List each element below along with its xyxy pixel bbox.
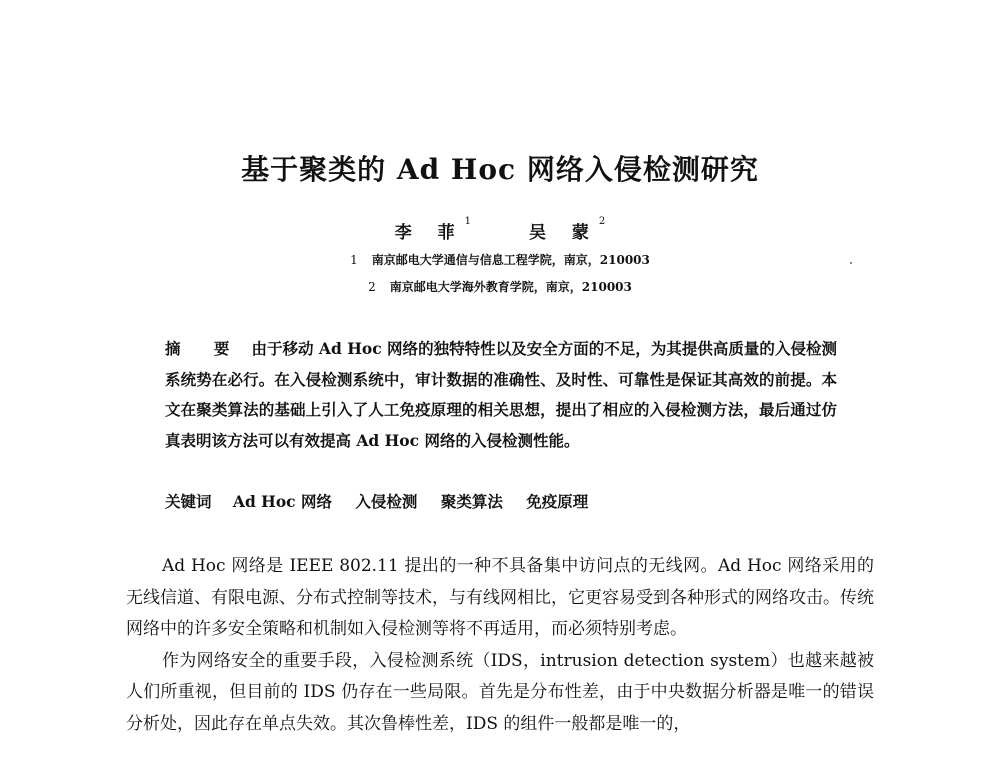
keyword-3: 聚类算法 xyxy=(440,492,503,511)
keyword-4: 免疫原理 xyxy=(526,492,589,511)
affiliation-1-number: 1 xyxy=(350,253,358,267)
author-1-affiliation-mark: 1 xyxy=(464,216,472,227)
author-2-affiliation-mark: 2 xyxy=(598,216,606,227)
abstract xyxy=(165,334,837,456)
keyword-2: 入侵检测 xyxy=(355,492,418,511)
affiliation-1 xyxy=(0,251,1000,268)
scan-speck xyxy=(850,262,852,264)
abstract-label: 摘 要 xyxy=(165,339,244,358)
keywords xyxy=(165,490,845,512)
body-paragraph-2: 作为网络安全的重要手段，入侵检测系统（IDS，intrusion detection system）也越来越被人们所重视，但目前的 IDS 仍存在一些局限。首先是分布性差，由于中央数据分析器是唯一的错误分析处，因此存在单点失效。其次鲁棒性差，IDS 的组件一般都是唯一的， xyxy=(126,650,874,734)
keyword-1: Ad Hoc 网络 xyxy=(232,492,332,511)
paper-title: 基于聚类的 Ad Hoc 网络入侵检测研究 xyxy=(241,153,759,186)
affiliation-2-number: 2 xyxy=(368,280,376,294)
author-1-name: 李 菲 xyxy=(394,223,465,243)
author-2-name: 吴 蒙 xyxy=(528,223,599,243)
keywords-label: 关键词 xyxy=(165,492,212,511)
body-paragraph-1: Ad Hoc 网络是 IEEE 802.11 提出的一种不具备集中访问点的无线网。Ad Hoc 网络采用的无线信道、有限电源、分布式控制等技术，与有线网相比，它更容易受到各种形式的网络攻击。传统网络中的许多安全策略和机制如入侵检测等将不再适用，而必须特别考虑。 xyxy=(126,556,874,639)
affiliation-2-text: 南京邮电大学海外教育学院，南京，210003 xyxy=(389,280,632,294)
author-1 xyxy=(395,218,471,243)
affiliation-1-text: 南京邮电大学通信与信息工程学院，南京，210003 xyxy=(371,253,650,267)
author-list xyxy=(0,218,1000,243)
affiliation-2 xyxy=(0,278,1000,295)
body-text xyxy=(126,551,874,740)
author-2 xyxy=(529,218,605,243)
abstract-text: 由于移动 Ad Hoc 网络的独特特性以及安全方面的不足，为其提供高质量的入侵检测系统势在必行。在入侵检测系统中，审计数据的准确性、及时性、可靠性是保证其高效的前提。本文在聚类算法的基础上引入了人工免疫原理的相关思想，提出了相应的入侵检测方法，最后通过仿真表明该方法可以有效提高 Ad Hoc 网络的入侵检测性能。 xyxy=(165,339,837,450)
